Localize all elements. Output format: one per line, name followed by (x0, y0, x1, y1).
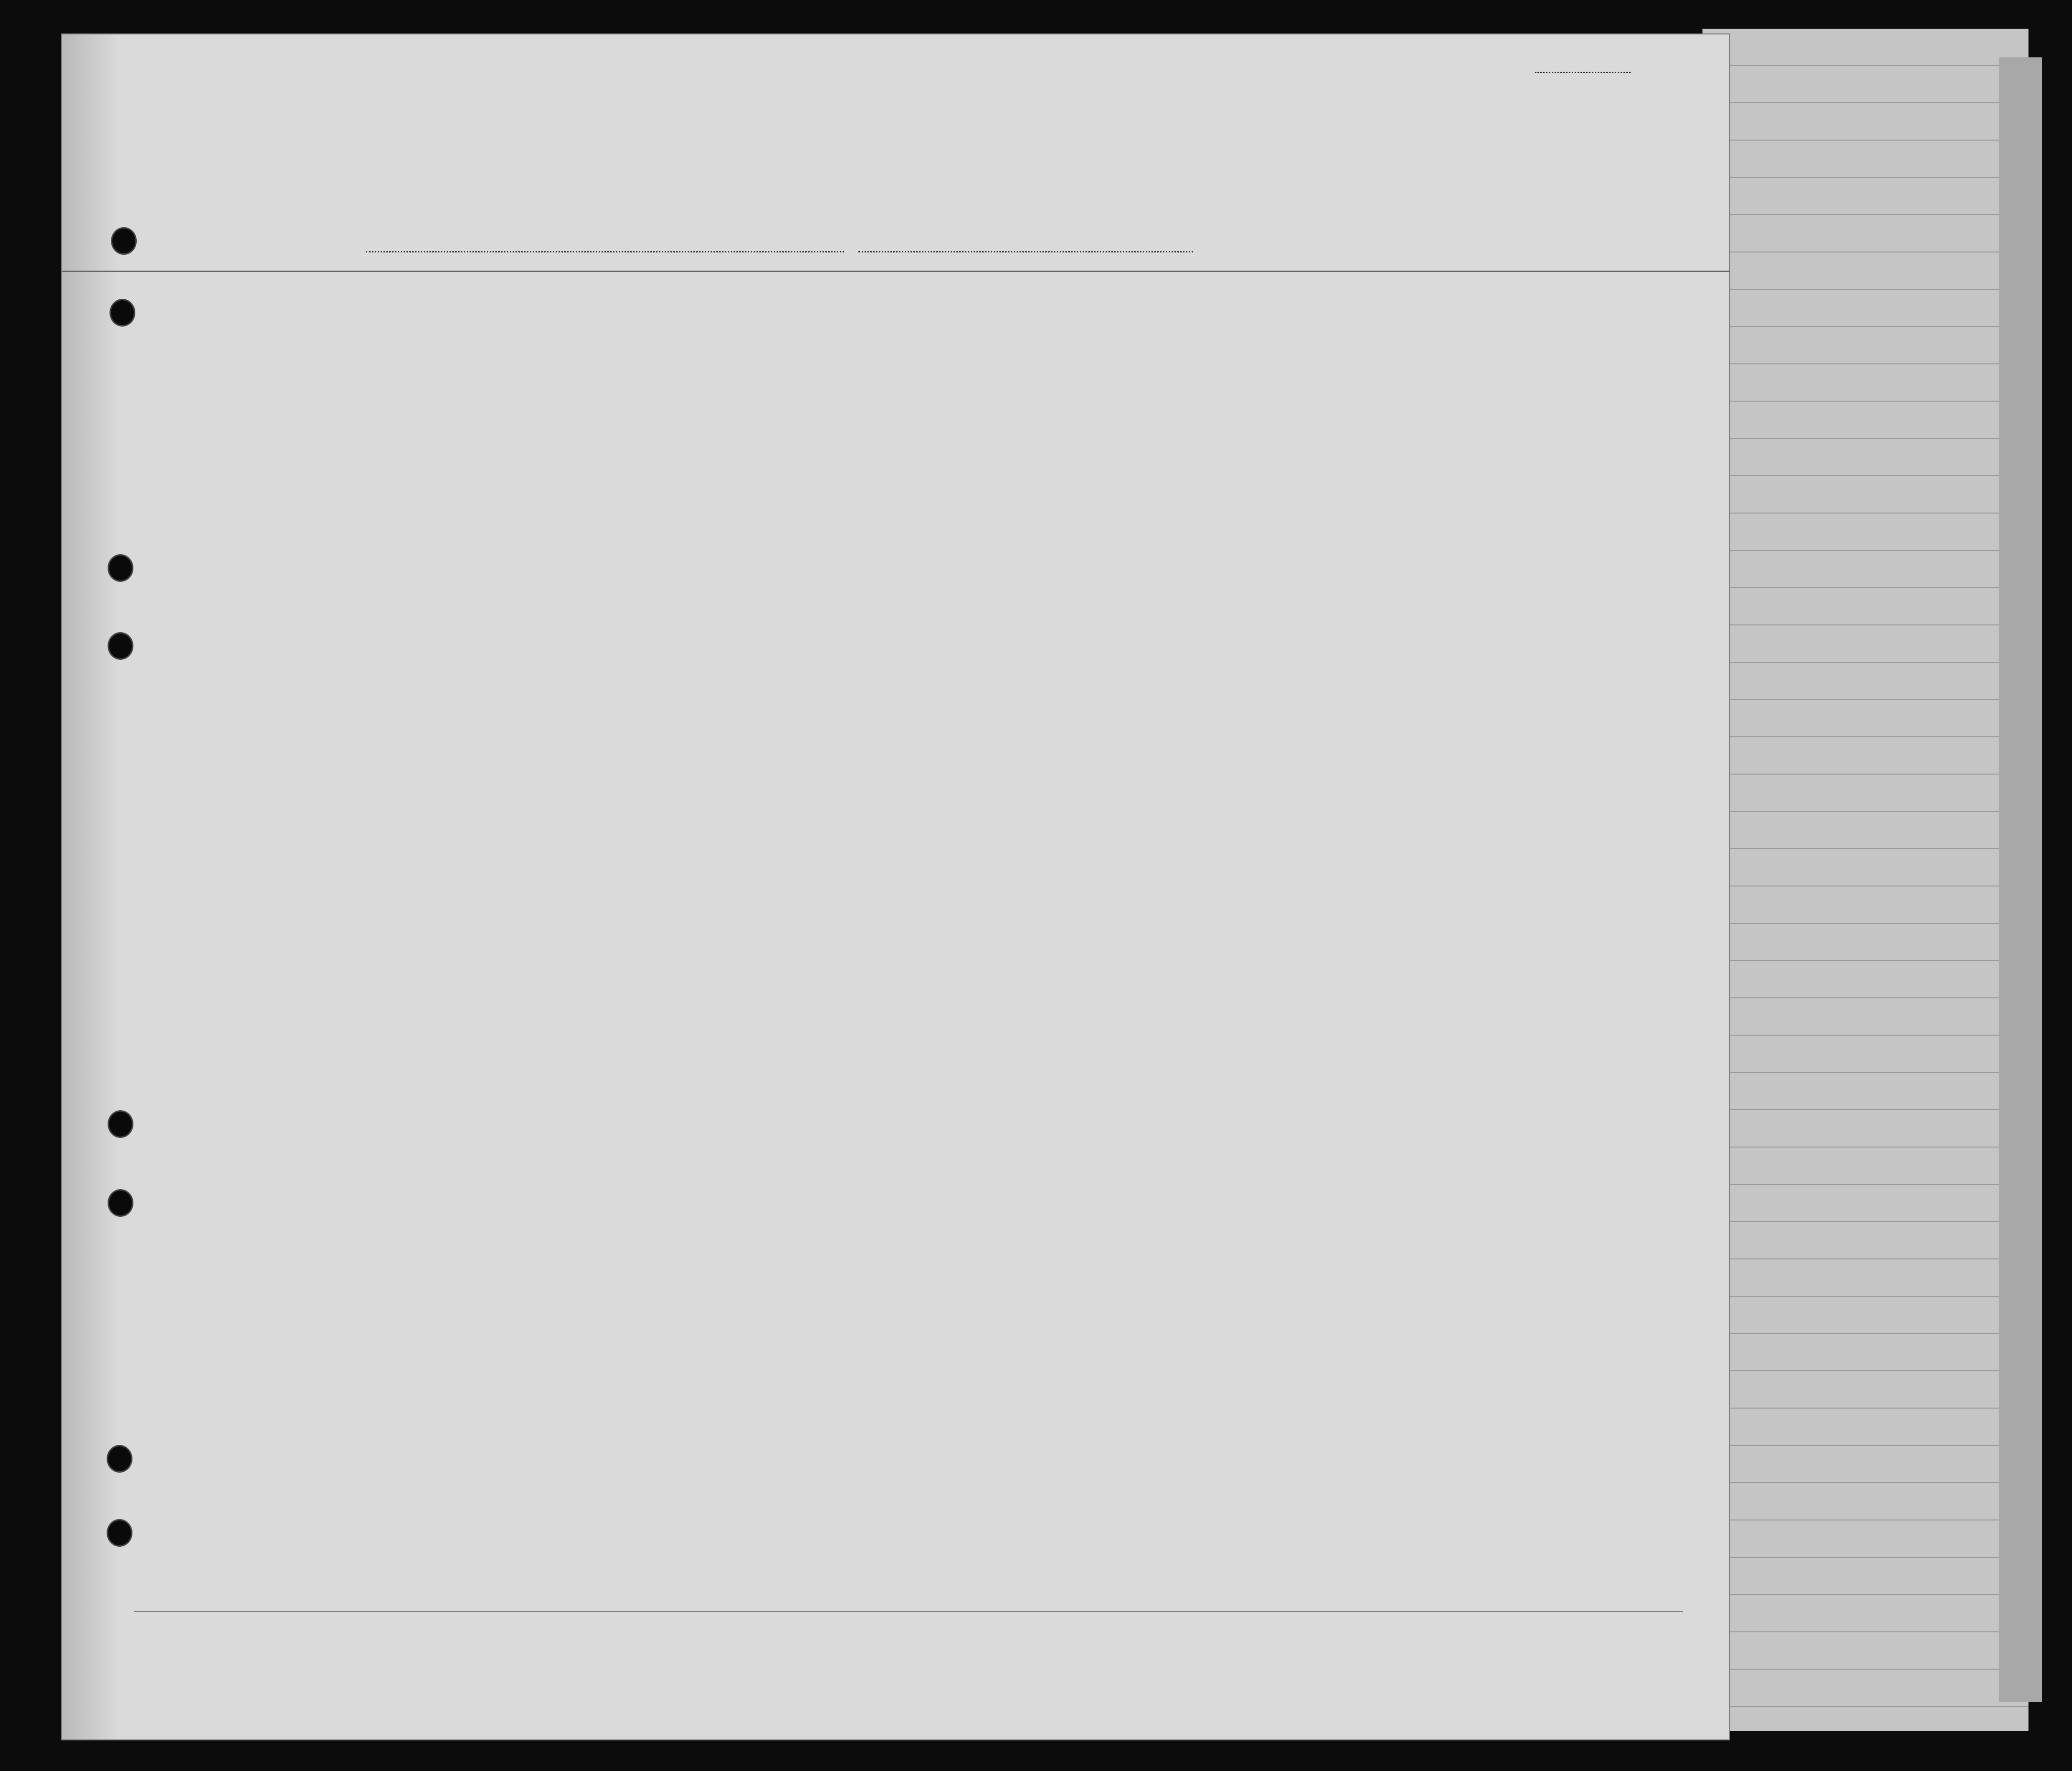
header-inches (1234, 406, 1248, 449)
footer-rule (134, 1611, 1683, 1612)
binder-hole (108, 1446, 131, 1471)
binder-hole (111, 300, 134, 325)
binder-hole (109, 634, 132, 658)
date-line (858, 251, 1193, 252)
header-purpose-length (779, 335, 808, 454)
header-deported (1047, 325, 1071, 454)
header-ticket (165, 313, 189, 452)
manifest-sheet (61, 33, 1730, 1740)
list-number-line (1535, 72, 1631, 73)
header-polygamist (911, 325, 925, 454)
binder-hole (109, 1191, 132, 1215)
header-labor-offer (1002, 325, 1035, 454)
binder-hole (112, 229, 135, 253)
underlying-page (1702, 29, 2028, 1731)
binder-hole (109, 556, 132, 580)
header-anarchist (932, 325, 947, 454)
binder-hole (108, 1520, 131, 1545)
port-line (366, 251, 844, 252)
header-prison (873, 325, 901, 454)
underlying-page-edge (1999, 57, 2042, 1702)
header-feet (1207, 421, 1222, 449)
binder-hole (109, 1112, 132, 1137)
header-purpose-citizen (842, 335, 866, 454)
header-overthrow (959, 325, 992, 454)
header-purpose-return (732, 335, 765, 454)
header-fifty-dollars (293, 313, 321, 452)
header-rule (62, 271, 1730, 272)
